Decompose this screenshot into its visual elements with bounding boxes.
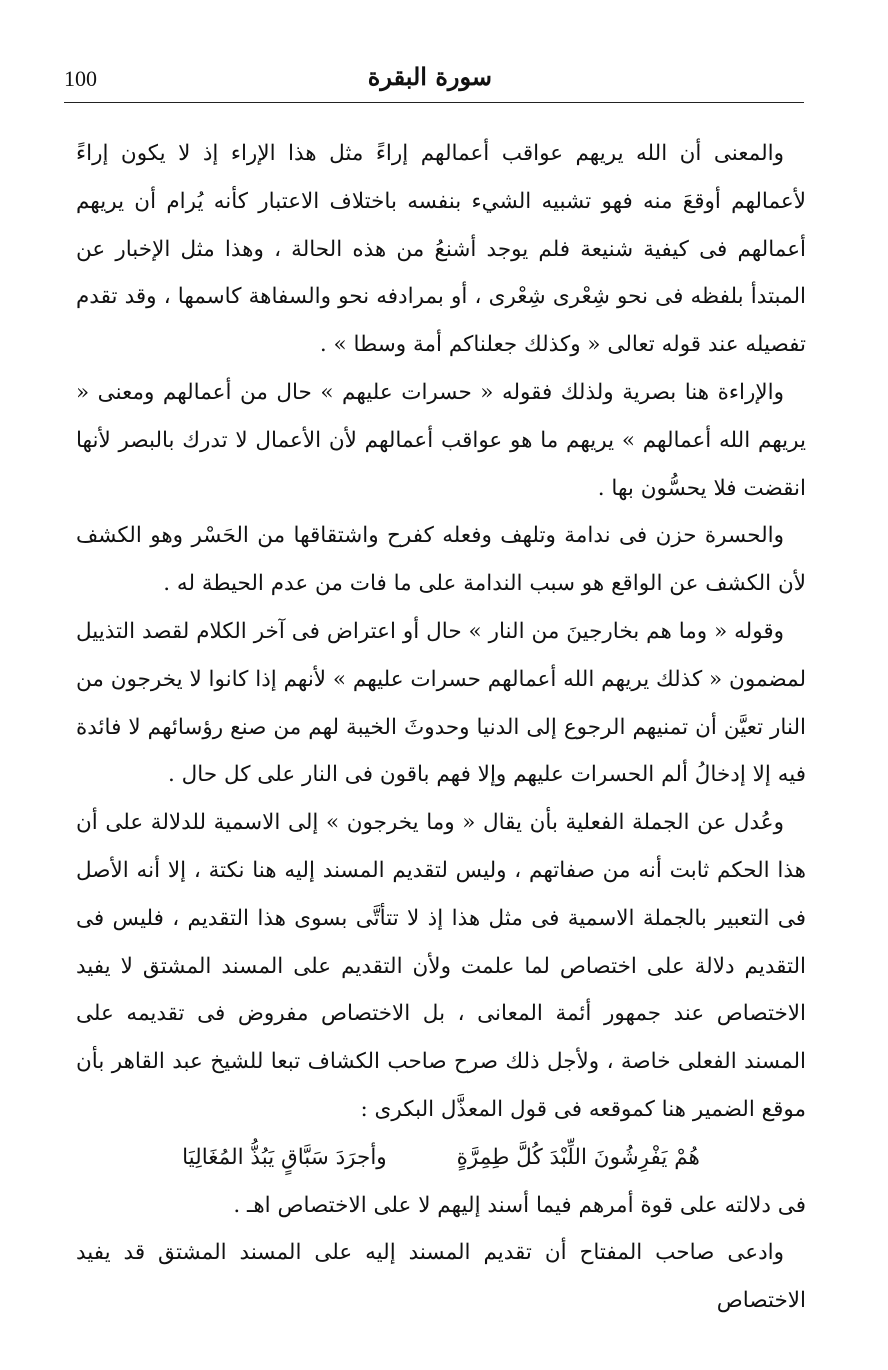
- page-header: [64, 60, 804, 103]
- paragraph-seeing: والإراءة هنا بصرية ولذلك فقوله « حسرات عليهم » حال من أعمالهم ومعنى « يريهم الله أعمالهم » يريهم ما هو عواقب أعمالهم لأن الأعمال لا تدرك بالبصر لأنها انقضت فلا يحسُّون بها .: [76, 379, 806, 501]
- paragraph-nominal-sentence: وعُدل عن الجملة الفعلية بأن يقال « وما يخرجون » إلى الاسمية للدلالة على أن هذا الحكم ثابت أنه من صفاتهم ، وليس لتقديم المسند إليه هنا نكتة ، إلا أنه الأصل فى التعبير بالجملة الاسمية فى مثل هذا إذ لا تتأتَّى بسوى هذا التقديم ، فليس فى التقديم دلالة على اختصاص لما علمت ولأن التقديم على المسند المشتق لا يفيد الاختصاص عند جمهور أئمة المعانى ، بل الاختصاص مفروض فى تقديمه على المسند الفعلى خاصة ، ولأجل ذلك صرح صاحب الكشاف تبعا للشيخ عبد القاهر بأن موقع الضمير هنا كموقعه فى قول المعذَّل البكرى :: [76, 810, 806, 1122]
- paragraph-miftah: وادعى صاحب المفتاح أن تقديم المسند إليه على المسند المشتق قد يفيد الاختصاص: [76, 1240, 806, 1314]
- verse-second-hemistich: وأجرَدَ سَبَّاقٍ يَبُذُّ المُغَالِيَا: [182, 1144, 387, 1170]
- paragraph-after-verse: فى دلالته على قوة أمرهم فيما أسند إليهم لا على الاختصاص اهـ .: [233, 1192, 806, 1218]
- paragraph-not-leaving-fire: وقوله « وما هم بخارجينَ من النار » حال أو اعتراض فى آخر الكلام لقصد التذييل لمضمون « كذلك يريهم الله أعمالهم حسرات عليهم » لأنهم إذا كانوا لا يخرجون من النار تعيَّن أن تمنيهم الرجوع إلى الدنيا وحدوثَ الخيبة لهم من صنع رؤسائهم لا فائدة فيه إلا إدخالُ ألم الحسرات عليهم وإلا فهم باقون فى النار على كل حال .: [76, 618, 806, 788]
- paragraph-meaning: والمعنى أن الله يريهم عواقب أعمالهم إراءً مثل هذا الإراء إذ لا يكون إراءً لأعمالهم أوقعَ منه فهو تشبيه الشيء بنفسه باختلاف الاعتبار كأنه يُرام أن يريهم أعمالهم فى كيفية شنيعة فلم يوجد أشنعُ من هذه الحالة ، وهذا مثل الإخبار عن المبتدأ بلفظه فى نحو شِعْرى شِعْرى ، أو بمرادفه نحو والسفاهة كاسمها ، وقد تقدم تفصيله عند قوله تعالى « وكذلك جعلناكم أمة وسطا » .: [76, 141, 806, 358]
- poetry-verse: [76, 1134, 806, 1182]
- surah-title: سورة البقرة: [367, 62, 492, 91]
- page-body: [76, 130, 806, 1325]
- paragraph-regret: والحسرة حزن فى ندامة وتلهف وفعله كفرح واشتقاقها من الحَسْر وهو الكشف لأن الكشف عن الواقع هو سبب الندامة على ما فات من عدم الحيطة له .: [76, 523, 806, 597]
- page-number: 100: [64, 66, 97, 91]
- verse-first-hemistich: هُمْ يَفْرِشُونَ اللِّبْدَ كُلَّ طِمِرَّةٍ: [456, 1144, 700, 1170]
